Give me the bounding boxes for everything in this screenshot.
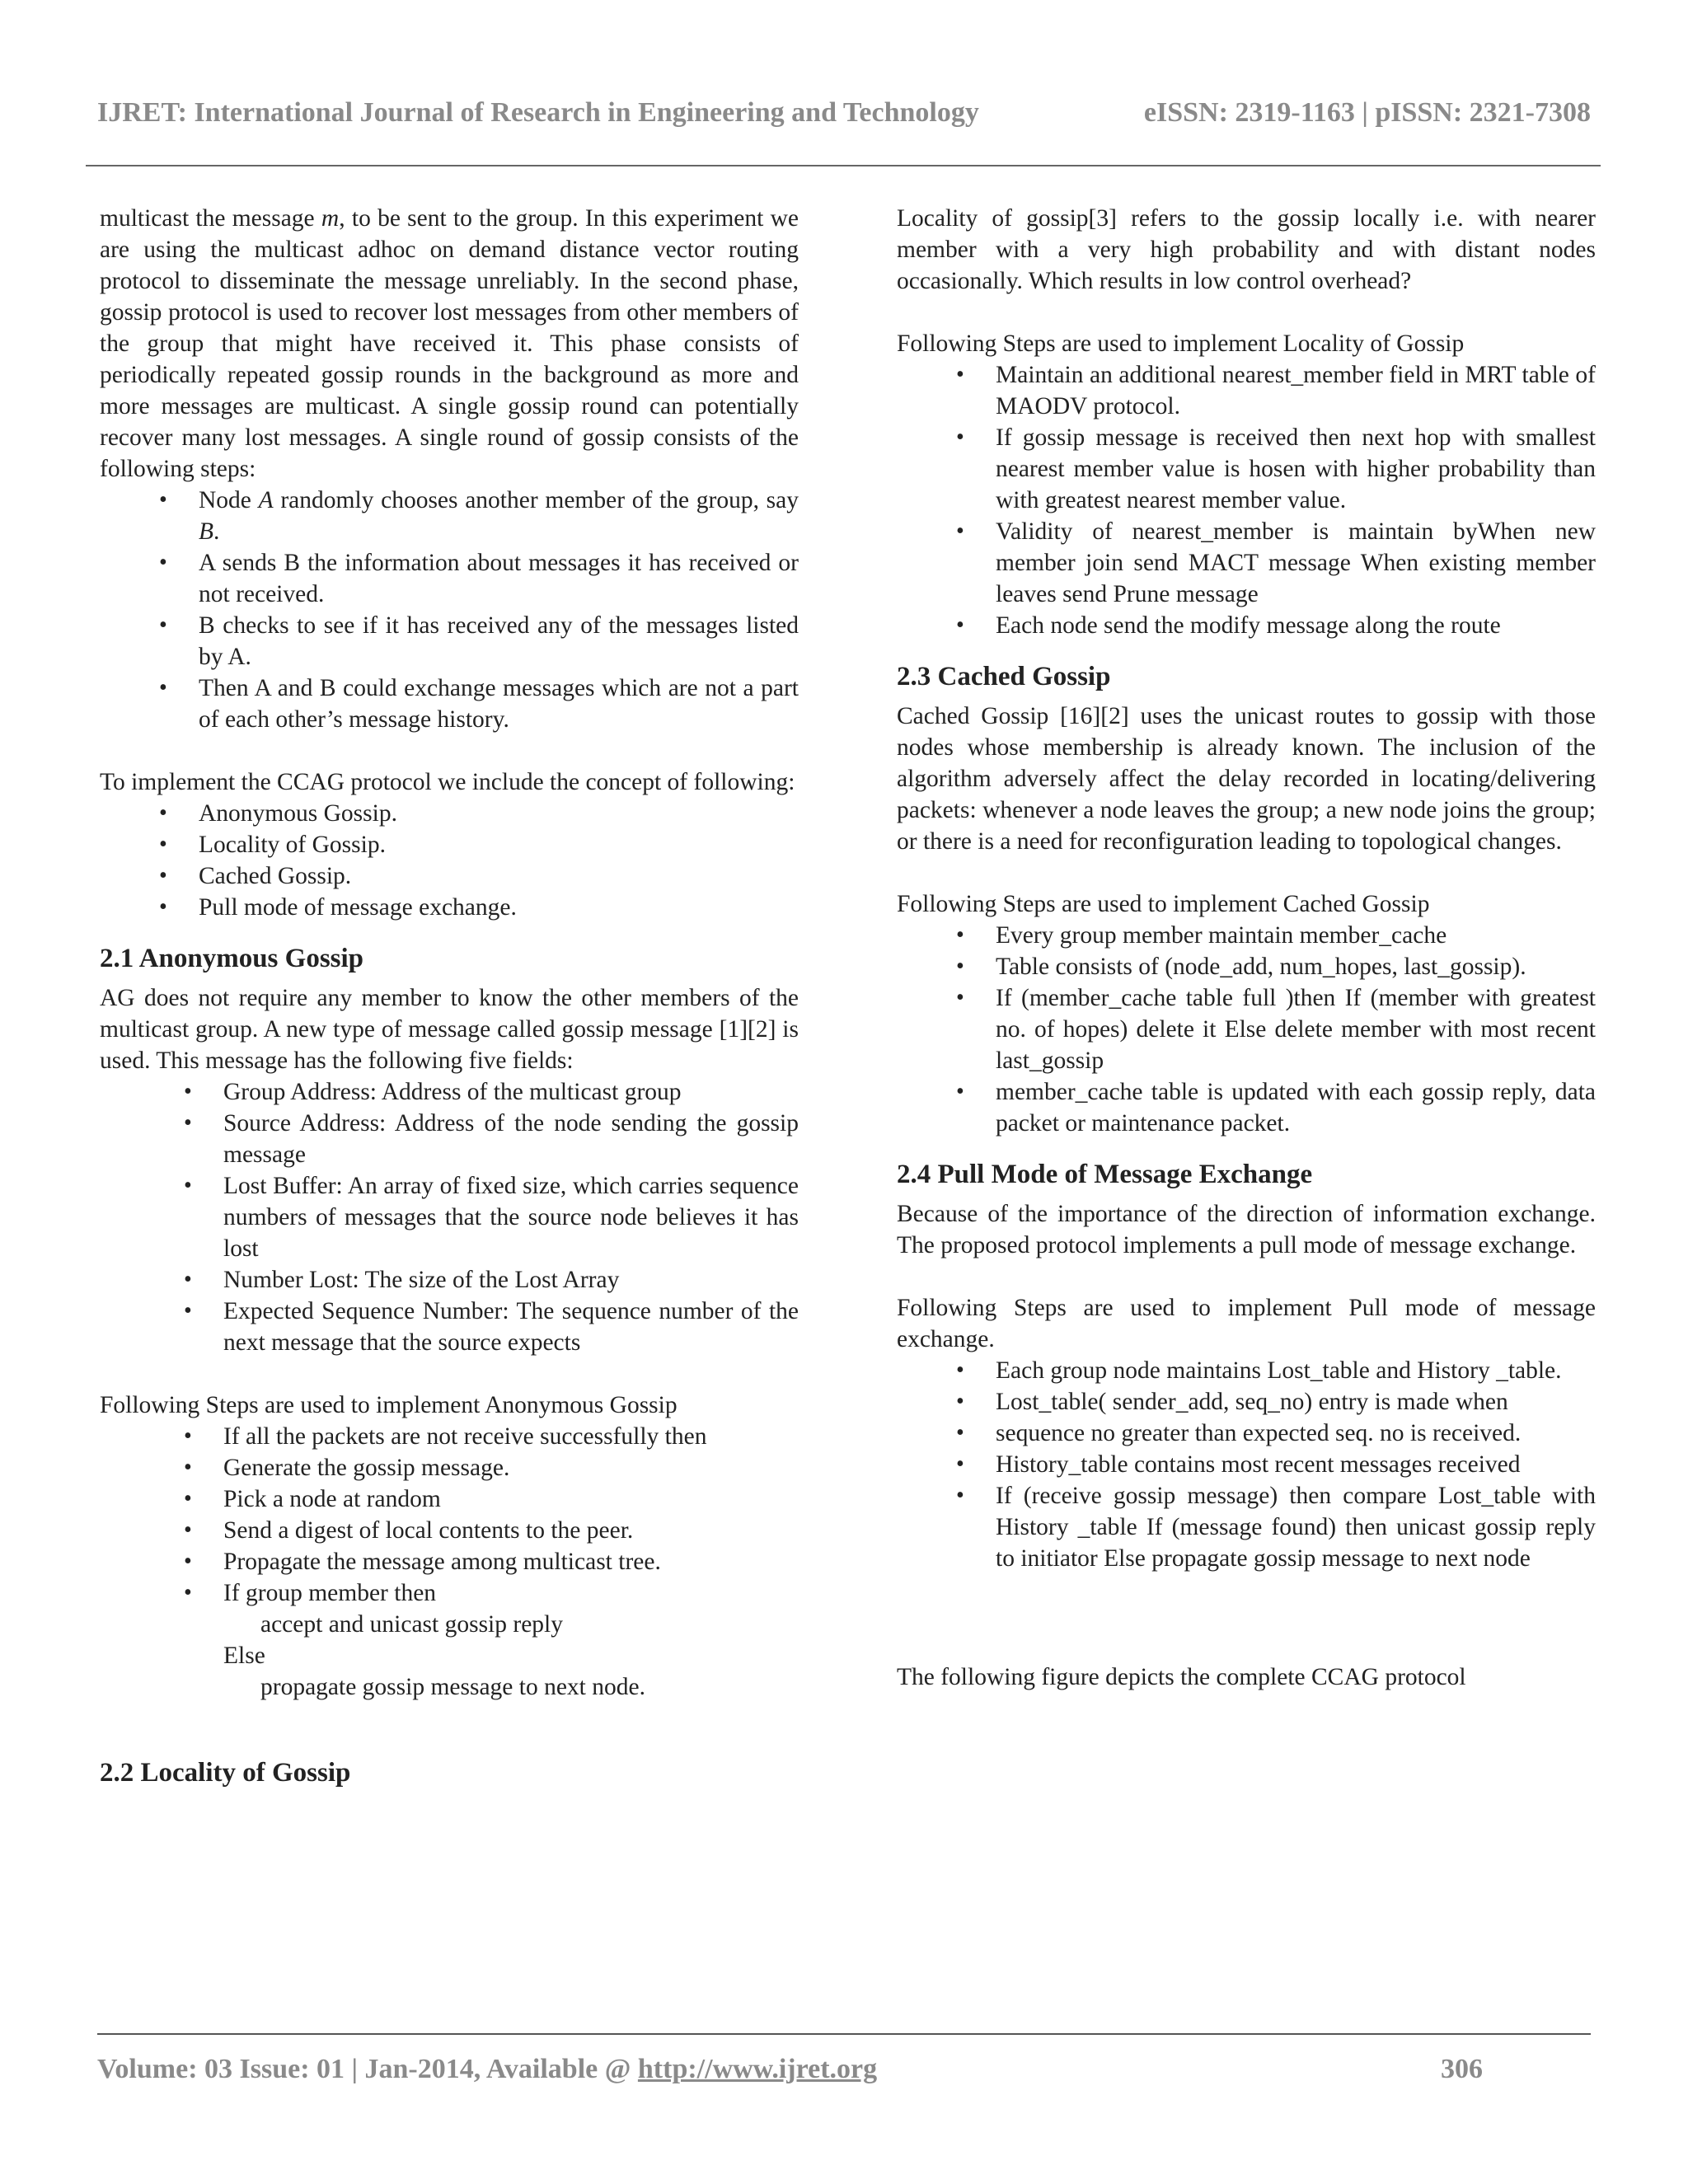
list-item: • Generate the gossip message.	[184, 1455, 510, 1481]
list-item: • Lost Buffer: An array of fixed size, which carries sequence numbers of messages that the source node believes it has lost	[184, 1173, 799, 1262]
list-item: • Send a digest of local contents to the peer.	[184, 1517, 634, 1544]
list-item: • If all the packets are not receive successfully then	[184, 1423, 707, 1450]
list-item: • Table consists of (node_add, num_hopes, last_gossip).	[956, 954, 1526, 980]
list-item: • Number Lost: The size of the Lost Array	[184, 1267, 620, 1293]
list-item: • Every group member maintain member_cache	[956, 922, 1447, 949]
pull-mode-text: Because of the importance of the direction of information exchange. The proposed protocol implements a pull mode of message exchange.	[897, 1201, 1596, 1258]
list-item: • History_table contains most recent messages received	[956, 1451, 1521, 1478]
list-item: • Group Address: Address of the multicast group	[184, 1079, 682, 1105]
journal-link[interactable]: http://www.ijret.org	[637, 2054, 878, 2084]
section-heading-cached-gossip: 2.3 Cached Gossip	[897, 662, 1111, 691]
ag-else-action: propagate gossip message to next node.	[260, 1674, 645, 1700]
list-item: • Each node send the modify message along the route	[956, 612, 1501, 639]
journal-title: IJRET: International Journal of Research in Engineering and Technology	[97, 97, 979, 128]
list-item: • Anonymous Gossip.	[159, 800, 397, 827]
footer-rule	[97, 2033, 1591, 2035]
loc-steps	[897, 359, 1596, 641]
ag-else: Else	[223, 1643, 265, 1669]
list-item: • Locality of Gossip.	[159, 832, 386, 858]
list-item: • Node A randomly chooses another member of the group, say B.	[159, 487, 799, 545]
section-heading-anonymous-gossip: 2.1 Anonymous Gossip	[100, 944, 364, 973]
figure-caption: The following figure depicts the complete CCAG protocol	[897, 1664, 1466, 1690]
ccag-intro: To implement the CCAG protocol we include the concept of following:	[100, 769, 795, 795]
list-item: • Source Address: Address of the node sending the gossip message	[184, 1110, 799, 1168]
list-item: • Pick a node at random	[184, 1486, 441, 1512]
section-heading-locality-of-gossip: 2.2 Locality of Gossip	[100, 1758, 351, 1788]
list-item: • Validity of nearest_member is maintain byWhen new member join send MACT message When existing member leaves send Prune message	[956, 518, 1596, 607]
list-item: • sequence no greater than expected seq. no is received.	[956, 1420, 1522, 1446]
list-item: • Expected Sequence Number: The sequence number of the next message that the source expects	[184, 1298, 799, 1356]
list-item: • B checks to see if it has received any of the messages listed by A.	[159, 612, 799, 670]
footer-volume: Volume: 03 Issue: 01 | Jan-2014, Available @	[97, 2054, 631, 2084]
ag-steps-intro: Following Steps are used to implement Anonymous Gossip	[100, 1392, 678, 1418]
left-column	[100, 203, 799, 1790]
header-rule	[86, 165, 1601, 166]
issn: eISSN: 2319-1163 | pISSN: 2321-7308	[1143, 97, 1591, 128]
gossip-round-steps	[100, 485, 799, 735]
pm-steps	[897, 1355, 1596, 1574]
running-footer	[97, 2054, 1591, 2085]
section-heading-pull-mode: 2.4 Pull Mode of Message Exchange	[897, 1160, 1313, 1189]
list-item: • Then A and B could exchange messages which are not a part of each other’s message history.	[159, 675, 799, 733]
list-item: • If group member then	[184, 1580, 437, 1606]
gossip-message-fields	[100, 1076, 799, 1358]
list-item: • Maintain an additional nearest_member field in MRT table of MAODV protocol.	[956, 362, 1596, 419]
locality-text: Locality of gossip[3] refers to the gossip locally i.e. with nearer member with a very high probability and with distant nodes occasionally. Which results in low control overhead?	[897, 205, 1596, 294]
list-item: • Each group node maintains Lost_table and History _table.	[956, 1357, 1562, 1384]
list-item: • Pull mode of message exchange.	[159, 894, 517, 921]
list-item: • Lost_table( sender_add, seq_no) entry is made when	[956, 1389, 1508, 1415]
page-number: 306	[1441, 2054, 1483, 2084]
anonymous-gossip-text: AG does not require any member to know the other members of the multicast group. A new type of message called gossip message [1][2] is used. This message has the following five fields:	[100, 985, 799, 1074]
cg-steps	[897, 920, 1596, 1139]
pm-steps-intro: Following Steps are used to implement Pull mode of message exchange.	[897, 1295, 1596, 1352]
cg-steps-intro: Following Steps are used to implement Cached Gossip	[897, 891, 1430, 917]
list-item: • If (receive gossip message) then compare Lost_table with History _table If (message found) then unicast gossip reply to initiator Else propagate gossip message to next node	[956, 1483, 1596, 1572]
list-item: • If gossip message is received then next hop with smallest nearest member value is hosen with higher probability than with greatest nearest member value.	[956, 424, 1596, 513]
list-item: • Propagate the message among multicast tree.	[184, 1549, 661, 1575]
list-item: • If (member_cache table full )then If (member with greatest no. of hopes) delete it Else delete member with most recent last_gossip	[956, 985, 1596, 1074]
loc-steps-intro: Following Steps are used to implement Locality of Gossip	[897, 330, 1465, 357]
ccag-concepts	[100, 798, 799, 923]
intro-paragraph: multicast the message m, to be sent to the group. In this experiment we are using the multicast adhoc on demand distance vector routing protocol to disseminate the message unreliably. In the second phase, gossip protocol is used to recover lost messages from other members of the group that might have received it. This phase consists of periodically repeated gossip rounds in the background as more and more messages are multicast. A single gossip round can potentially recover many lost messages. A single round of gossip consists of the following steps:	[100, 205, 799, 482]
right-column	[897, 203, 1596, 1693]
ag-then-action: accept and unicast gossip reply	[260, 1611, 563, 1638]
list-item: • member_cache table is updated with each gossip reply, data packet or maintenance packet.	[956, 1079, 1596, 1137]
ag-steps	[100, 1421, 799, 1609]
list-item: • Cached Gossip.	[159, 863, 352, 889]
list-item: • A sends B the information about messages it has received or not received.	[159, 550, 799, 607]
cached-gossip-text: Cached Gossip [16][2] uses the unicast routes to gossip with those nodes whose membership is already known. The inclusion of the algorithm adversely affect the delay recorded in locating/delivering packets: whenever a node leaves the group; a new node joins the group; or there is a need for reconfiguration leading to topological changes.	[897, 703, 1596, 855]
